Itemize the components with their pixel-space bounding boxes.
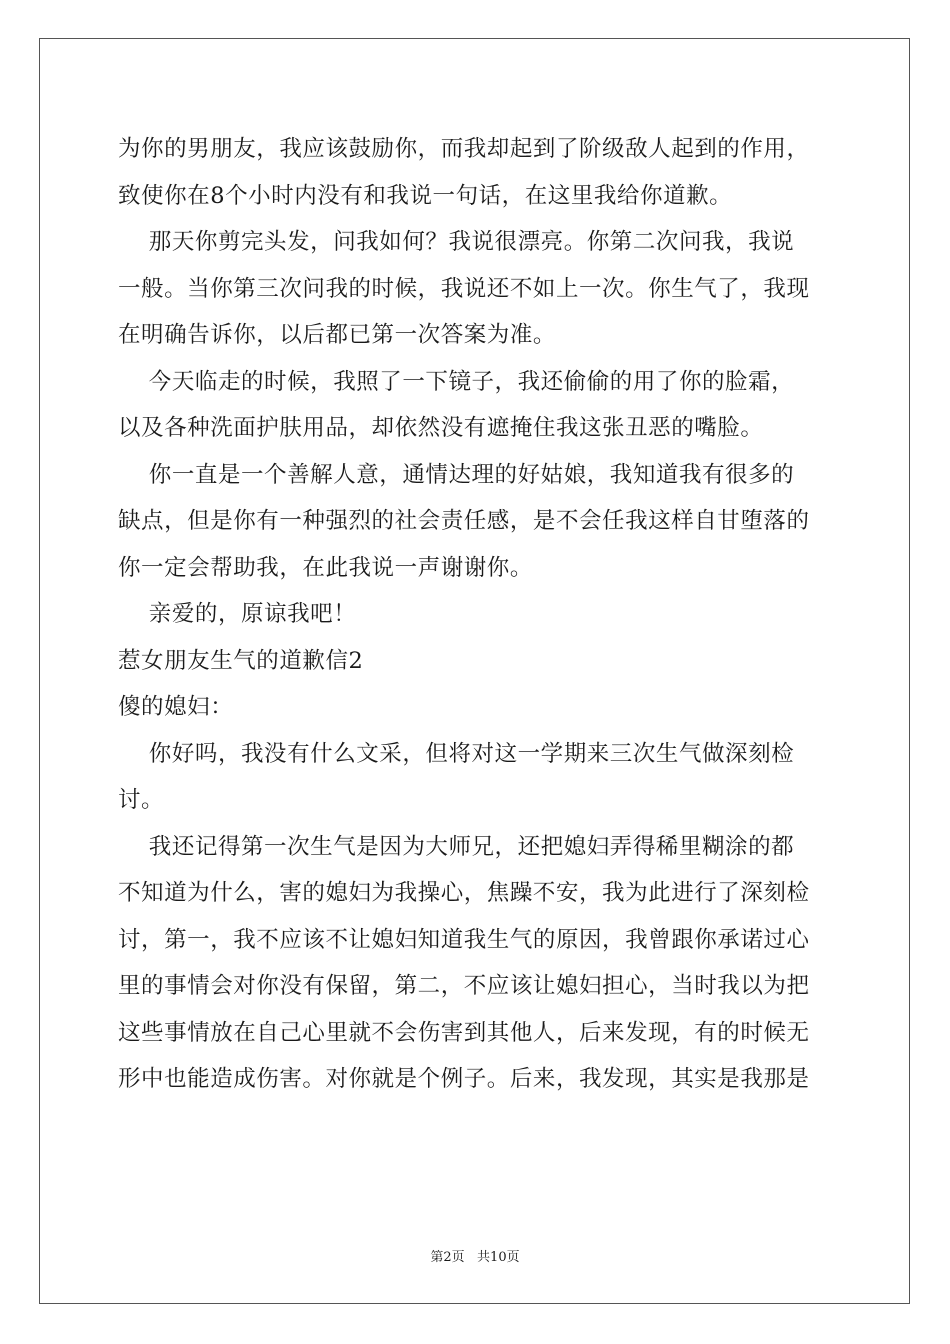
page-number-footer: 第2页 共10页 [430, 1250, 520, 1265]
text-line: 致使你在8个小时内没有和我说一句话，在这里我给你道歉。 [118, 182, 733, 209]
text-line: 那天你剪完头发，问我如何？我说很漂亮。你第二次问我，我说 [118, 229, 795, 255]
text-line: 缺点，但是你有一种强烈的社会责任感，是不会任我这样自甘堕落的 [118, 508, 810, 534]
section-heading: 惹女朋友生气的道歉信2 [118, 647, 364, 674]
text-line: 形中也能造成伤害。对你就是个例子。后来，我发现，其实是我那是 [118, 1066, 810, 1092]
document-body [118, 126, 834, 1103]
text-line: 我还记得第一次生气是因为大师兄，还把媳妇弄得稀里糊涂的都 [118, 833, 795, 860]
text-line: 你一直是一个善解人意，通情达理的好姑娘，我知道我有很多的 [118, 461, 795, 488]
text-line: 为你的男朋友，我应该鼓励你，而我却起到了阶级敌人起到的作用， [118, 136, 810, 162]
text-line: 一般。当你第三次问我的时候，我说还不如上一次。你生气了，我现 [118, 275, 810, 302]
text-line: 里的事情会对你没有保留，第二，不应该让媳妇担心，当时我以为把 [118, 973, 810, 999]
text-line: 你好吗，我没有什么文采，但将对这一学期来三次生气做深刻检 [118, 740, 795, 767]
text-line: 讨。 [118, 787, 165, 813]
salutation: 傻的媳妇： [118, 694, 234, 720]
text-line: 亲爱的，原谅我吧！ [118, 601, 357, 627]
text-line: 你一定会帮助我，在此我说一声谢谢你。 [118, 554, 533, 581]
text-line: 这些事情放在自己心里就不会伤害到其他人，后来发现，有的时候无 [118, 1019, 810, 1046]
text-line: 不知道为什么，害的媳妇为我操心，焦躁不安，我为此进行了深刻检 [118, 880, 810, 906]
text-line: 讨，第一，我不应该不让媳妇知道我生气的原因，我曾跟你承诺过心 [118, 926, 810, 953]
text-line: 以及各种洗面护肤用品，却依然没有遮掩住我这张丑恶的嘴脸。 [118, 415, 764, 441]
text-line: 在明确告诉你，以后都已第一次答案为准。 [118, 322, 556, 348]
text-line: 今天临走的时候，我照了一下镜子，我还偷偷的用了你的脸霜， [118, 368, 795, 395]
